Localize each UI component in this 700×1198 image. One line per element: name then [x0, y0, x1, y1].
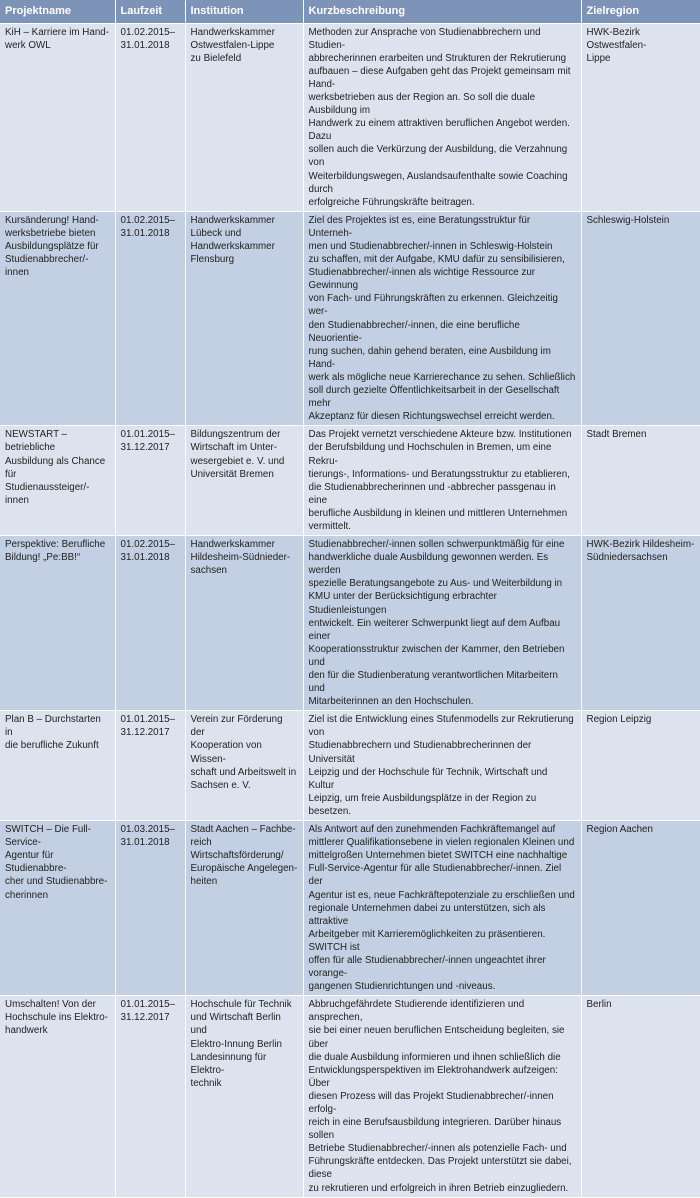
cell-kurzbeschreibung: Studienabbrecher/-innen sollen schwerpunktmäßig für eine handwerkliche duale Ausbildung gewonnen werden. Es werden spezielle Beratungsangebote zu Aus- und Weiterbildung in KMU unter der Berücksichtigung erbrachter Studienleistungen entwickelt. Ein weiterer Schwerpunkt liegt auf dem Aufbau einer Kooperationsstruktur zwischen der Kammer, den Betrieben und den für die Studienberatung verantwortlichen Mitarbeitern und Mitarbeiterinnen an den Hochschulen. [303, 536, 581, 711]
cell-laufzeit: 01.01.2015– 31.12.2017 [115, 711, 185, 821]
cell-projektname: Perspektive: Berufliche Bildung! „Pe:BB!“ [0, 536, 115, 711]
table-row [0, 23, 700, 211]
table-header-row [0, 0, 700, 23]
cell-laufzeit: 01.02.2015– 31.01.2018 [115, 23, 185, 211]
table-row [0, 211, 700, 426]
cell-institution: Handwerkskammer Hildesheim-Südnieder- sachsen [185, 536, 303, 711]
cell-institution: Handwerkskammer Lübeck und Handwerkskammer Flensburg [185, 211, 303, 426]
cell-laufzeit: 01.03.2015– 31.01.2018 [115, 821, 185, 996]
header-projektname: Projektname [0, 0, 115, 23]
cell-laufzeit: 01.01.2015– 31.12.2017 [115, 426, 185, 536]
header-institution: Institution [185, 0, 303, 23]
cell-kurzbeschreibung: Das Projekt vernetzt verschiedene Akteure bzw. Institutionen der Berufsbildung und Hochschulen in Bremen, um eine Rekru- tierungs-, Informations- und Beratungsstruktur zu etablieren, die Studienabbrecherinnen und -abbrecher passgenau in eine berufliche Ausbildung in kleinen und mittleren Unternehmen vermittelt. [303, 426, 581, 536]
cell-projektname: Plan B – Durchstarten in die berufliche Zukunft [0, 711, 115, 821]
header-laufzeit: Laufzeit [115, 0, 185, 23]
cell-institution: Verein zur Förderung der Kooperation von Wissen- schaft und Arbeitswelt in Sachsen e. V. [185, 711, 303, 821]
cell-projektname: Umschalten! Von der Hochschule ins Elektro- handwerk [0, 996, 115, 1197]
cell-zielregion: HWK-Bezirk Ostwestfalen- Lippe [581, 23, 700, 211]
cell-laufzeit: 01.01.2015– 31.12.2017 [115, 996, 185, 1197]
cell-institution: Hochschule für Technik und Wirtschaft Berlin und Elektro-Innung Berlin Landesinnung für Elektro- technik [185, 996, 303, 1197]
table-row [0, 536, 700, 711]
cell-laufzeit: 01.02.2015– 31.01.2018 [115, 211, 185, 426]
cell-institution: Bildungszentrum der Wirtschaft im Unter- wesergebiet e. V. und Universität Bremen [185, 426, 303, 536]
cell-zielregion: Schleswig-Holstein [581, 211, 700, 426]
table-row [0, 426, 700, 536]
cell-projektname: Kursänderung! Hand- werksbetriebe bieten Ausbildungsplätze für Studienabbrecher/-innen [0, 211, 115, 426]
header-kurzbeschreibung: Kurzbeschreibung [303, 0, 581, 23]
cell-zielregion: Region Leipzig [581, 711, 700, 821]
cell-projektname: NEWSTART – betriebliche Ausbildung als Chance für Studienaussteiger/-innen [0, 426, 115, 536]
table-row [0, 821, 700, 996]
cell-zielregion: HWK-Bezirk Hildesheim- Südniedersachsen [581, 536, 700, 711]
cell-projektname: SWITCH – Die Full-Service- Agentur für Studienabbre- cher und Studienabbre- cherinnen [0, 821, 115, 996]
cell-zielregion: Region Aachen [581, 821, 700, 996]
cell-projektname: KiH – Karriere im Hand- werk OWL [0, 23, 115, 211]
cell-kurzbeschreibung: Ziel ist die Entwicklung eines Stufenmodells zur Rekrutierung von Studienabbrechern und Studienabbrecherinnen der Universität Leipzig und der Hochschule für Technik, Wirtschaft und Kultur Leipzig, um freie Ausbildungsplätze in der Region zu besetzen. [303, 711, 581, 821]
table-row [0, 996, 700, 1197]
cell-institution: Stadt Aachen – Fachbe- reich Wirtschaftsförderung/ Europäische Angelegen- heiten [185, 821, 303, 996]
cell-zielregion: Stadt Bremen [581, 426, 700, 536]
cell-institution: Handwerkskammer Ostwestfalen-Lippe zu Bielefeld [185, 23, 303, 211]
cell-kurzbeschreibung: Abbruchgefährdete Studierende identifizieren und ansprechen, sie bei einer neuen beruflichen Entscheidung begleiten, sie über die duale Ausbildung informieren und ihnen schließlich die Entwicklungsperspektiven im Elektrohandwerk aufzeigen: Über diesen Prozess will das Projekt Studienabbrecher/-innen erfolg- reich in eine Berufsausbildung integrieren. Darüber hinaus sollen Betriebe Studienabbrecher/-innen als potenzielle Fach- und Führungskräfte entdecken. Das Projekt unterstützt sie dabei, diese zu rekrutieren und erfolgreich in ihren Betrieb einzugliedern. [303, 996, 581, 1197]
cell-kurzbeschreibung: Ziel des Projektes ist es, eine Beratungsstruktur für Unterneh- men und Studienabbrecher/-innen in Schleswig-Holstein zu schaffen, mit der Aufgabe, KMU dafür zu sensibilisieren, Studienabbrecher/-innen als wichtige Ressource zur Gewinnung von Fach- und Führungskräften zu erkennen. Gleichzeitig wer- den Studienabbrecher/-innen, die eine berufliche Neuorientie- rung suchen, dahin gehend beraten, eine Ausbildung im Hand- werk als mögliche neue Karrierechance zu sehen. Schließlich soll durch gezielte Öffentlichkeitsarbeit in der Gesellschaft mehr Akzeptanz für diesen Richtungswechsel erreicht werden. [303, 211, 581, 426]
cell-kurzbeschreibung: Methoden zur Ansprache von Studienabbrechern und Studien- abbrecherinnen erarbeiten und Strukturen der Rekrutierung aufbauen – diese Aufgaben geht das Projekt gemeinsam mit Hand- werksbetrieben aus der Region an. So soll die duale Ausbildung im Handwerk zu einem attraktiven beruflichen Angebot werden. Dazu sollen auch die Verkürzung der Ausbildung, die Verzahnung von Weiterbildungswegen, Auslandsaufenthalte sowie Coaching durch erfolgreiche Führungskräfte beitragen. [303, 23, 581, 211]
table-row [0, 711, 700, 821]
cell-zielregion: Berlin [581, 996, 700, 1197]
cell-laufzeit: 01.02.2015– 31.01.2018 [115, 536, 185, 711]
cell-kurzbeschreibung: Als Antwort auf den zunehmenden Fachkräftemangel auf mittlerer Qualifikationsebene in vielen regionalen Kleinen und mittelgroßen Unternehmen bietet SWITCH eine nachhaltige Full-Service-Agentur für alle Studienabbrecher/-innen. Ziel der Agentur ist es, neue Fachkräftepotenziale zu erschließen und regionale Unternehmen dabei zu unterstützen, sich als attraktive Arbeitgeber mit Karrieremöglichkeiten zu präsentieren. SWITCH ist offen für alle Studienabbrecher/-innen ungeachtet ihrer vorange- gangenen Studienrichtungen und -niveaus. [303, 821, 581, 996]
header-zielregion: Zielregion [581, 0, 700, 23]
